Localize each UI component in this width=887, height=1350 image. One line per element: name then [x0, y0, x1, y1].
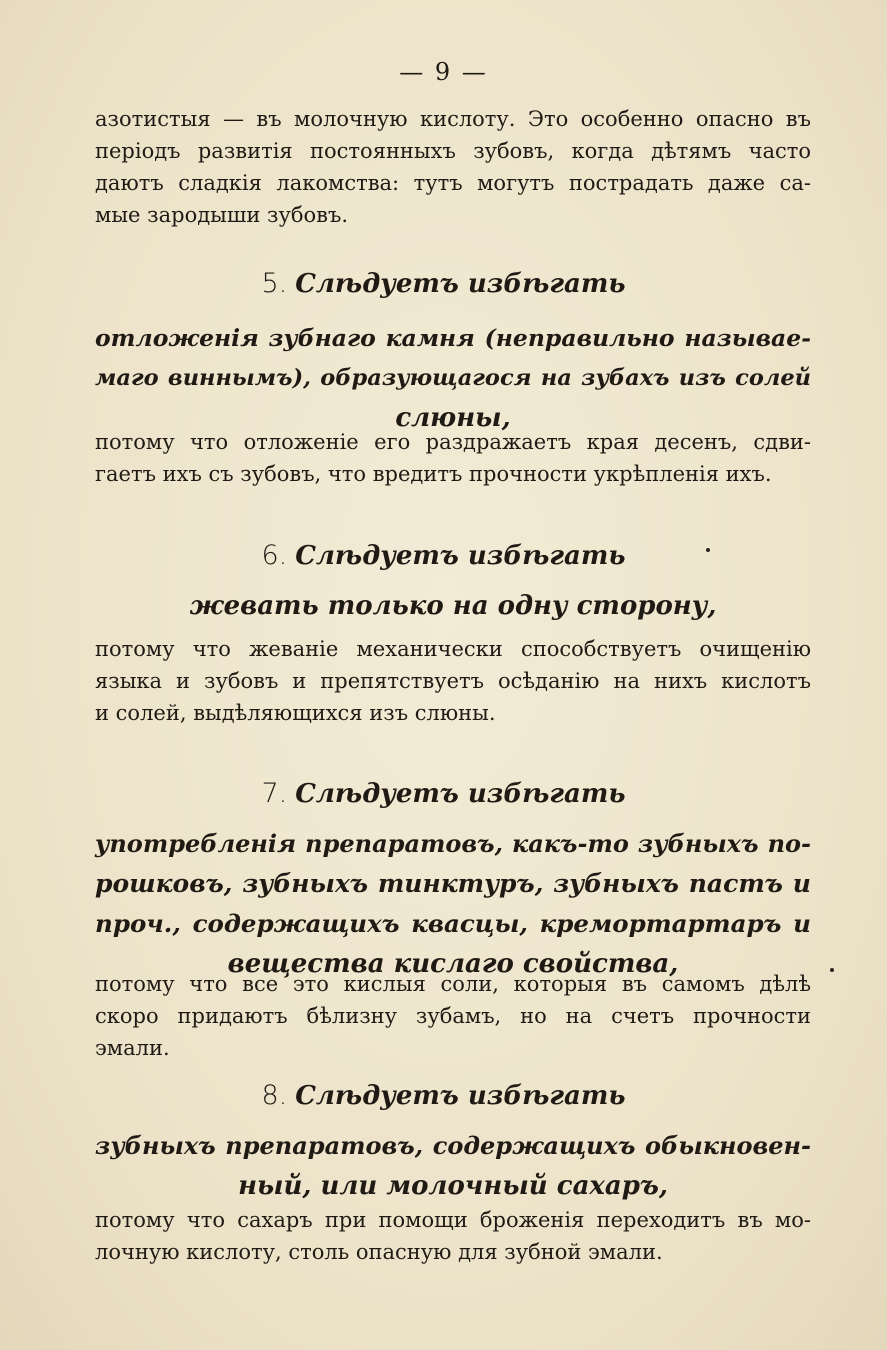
intro-paragraph	[95, 103, 811, 231]
text-line: гаетъ ихъ съ зубовъ, что вредитъ прочности укрѣпленія ихъ.	[95, 462, 772, 486]
ink-speck	[706, 548, 710, 552]
section-heading-7	[0, 778, 887, 809]
section-subject-6	[95, 586, 811, 626]
text-line: и солей, выдѣляющихся изъ слюны.	[95, 701, 496, 725]
text-line: даютъ сладкія лакомства: тутъ могутъ пострадать даже са-	[95, 171, 811, 195]
section-subject-8	[95, 1126, 811, 1206]
subject-line: вещества кислаго свойства,	[227, 949, 679, 979]
section-number: 8.	[261, 1080, 288, 1111]
section-subject-5	[95, 318, 811, 438]
section-reason-8	[95, 1204, 811, 1268]
subject-line: маго виннымъ), образующагося на зубахъ изъ солей	[95, 365, 811, 391]
section-heading-text: Слѣдуетъ избѣгать	[295, 1081, 626, 1111]
section-reason-5	[95, 426, 811, 490]
section-heading-6	[0, 540, 887, 571]
section-subject-7	[95, 824, 811, 984]
subject-line: слюны,	[395, 403, 511, 433]
text-line: періодъ развитія постоянныхъ зубовъ, когда дѣтямъ часто	[95, 139, 811, 163]
subject-line: жевать только на одну сторону,	[189, 591, 717, 621]
section-heading-text: Слѣдуетъ избѣгать	[295, 779, 626, 809]
text-line: потому что все это кислыя соли, которыя въ самомъ дѣлѣ	[95, 972, 811, 996]
subject-line: употребленія препаратовъ, какъ-то зубныхъ по-	[95, 829, 811, 858]
section-number: 6.	[261, 540, 288, 571]
page-number: — 9 —	[399, 58, 488, 86]
text-line: скоро придаютъ бѣлизну зубамъ, но на счетъ прочности	[95, 1004, 811, 1028]
subject-line: отложенія зубнаго камня (неправильно называе-	[95, 324, 811, 352]
text-line: потому что жеваніе механически способствуетъ очищенію	[95, 637, 811, 661]
section-heading-text: Слѣдуетъ избѣгать	[295, 541, 626, 571]
text-line: мые зародыши зубовъ.	[95, 203, 349, 227]
section-heading-text: Слѣдуетъ избѣгать	[295, 269, 626, 299]
subject-line: зубныхъ препаратовъ, содержащихъ обыкновен-	[95, 1131, 811, 1160]
text-line: потому что отложеніе его раздражаетъ края десенъ, сдви-	[95, 430, 811, 454]
subject-line: рошковъ, зубныхъ тинктуръ, зубныхъ пастъ и	[95, 869, 811, 898]
section-reason-6	[95, 633, 811, 729]
section-number: 5.	[261, 268, 288, 299]
ink-speck	[830, 968, 834, 972]
subject-line: проч., содержащихъ квасцы, кремортартаръ и	[95, 909, 811, 938]
text-line: лочную кислоту, столь опасную для зубной эмали.	[95, 1240, 663, 1264]
text-line: азотистыя — въ молочную кислоту. Это особенно опасно въ	[95, 107, 811, 131]
section-number: 7.	[261, 778, 288, 809]
text-line: потому что сахаръ при помощи броженія переходитъ въ мо-	[95, 1208, 811, 1232]
text-line: языка и зубовъ и препятствуетъ осѣданію на нихъ кислотъ	[95, 669, 811, 693]
section-reason-7	[95, 968, 811, 1064]
subject-line: ный, или молочный сахаръ,	[238, 1171, 668, 1201]
section-heading-8	[0, 1080, 887, 1111]
section-heading-5	[0, 268, 887, 299]
text-line: эмали.	[95, 1036, 170, 1060]
